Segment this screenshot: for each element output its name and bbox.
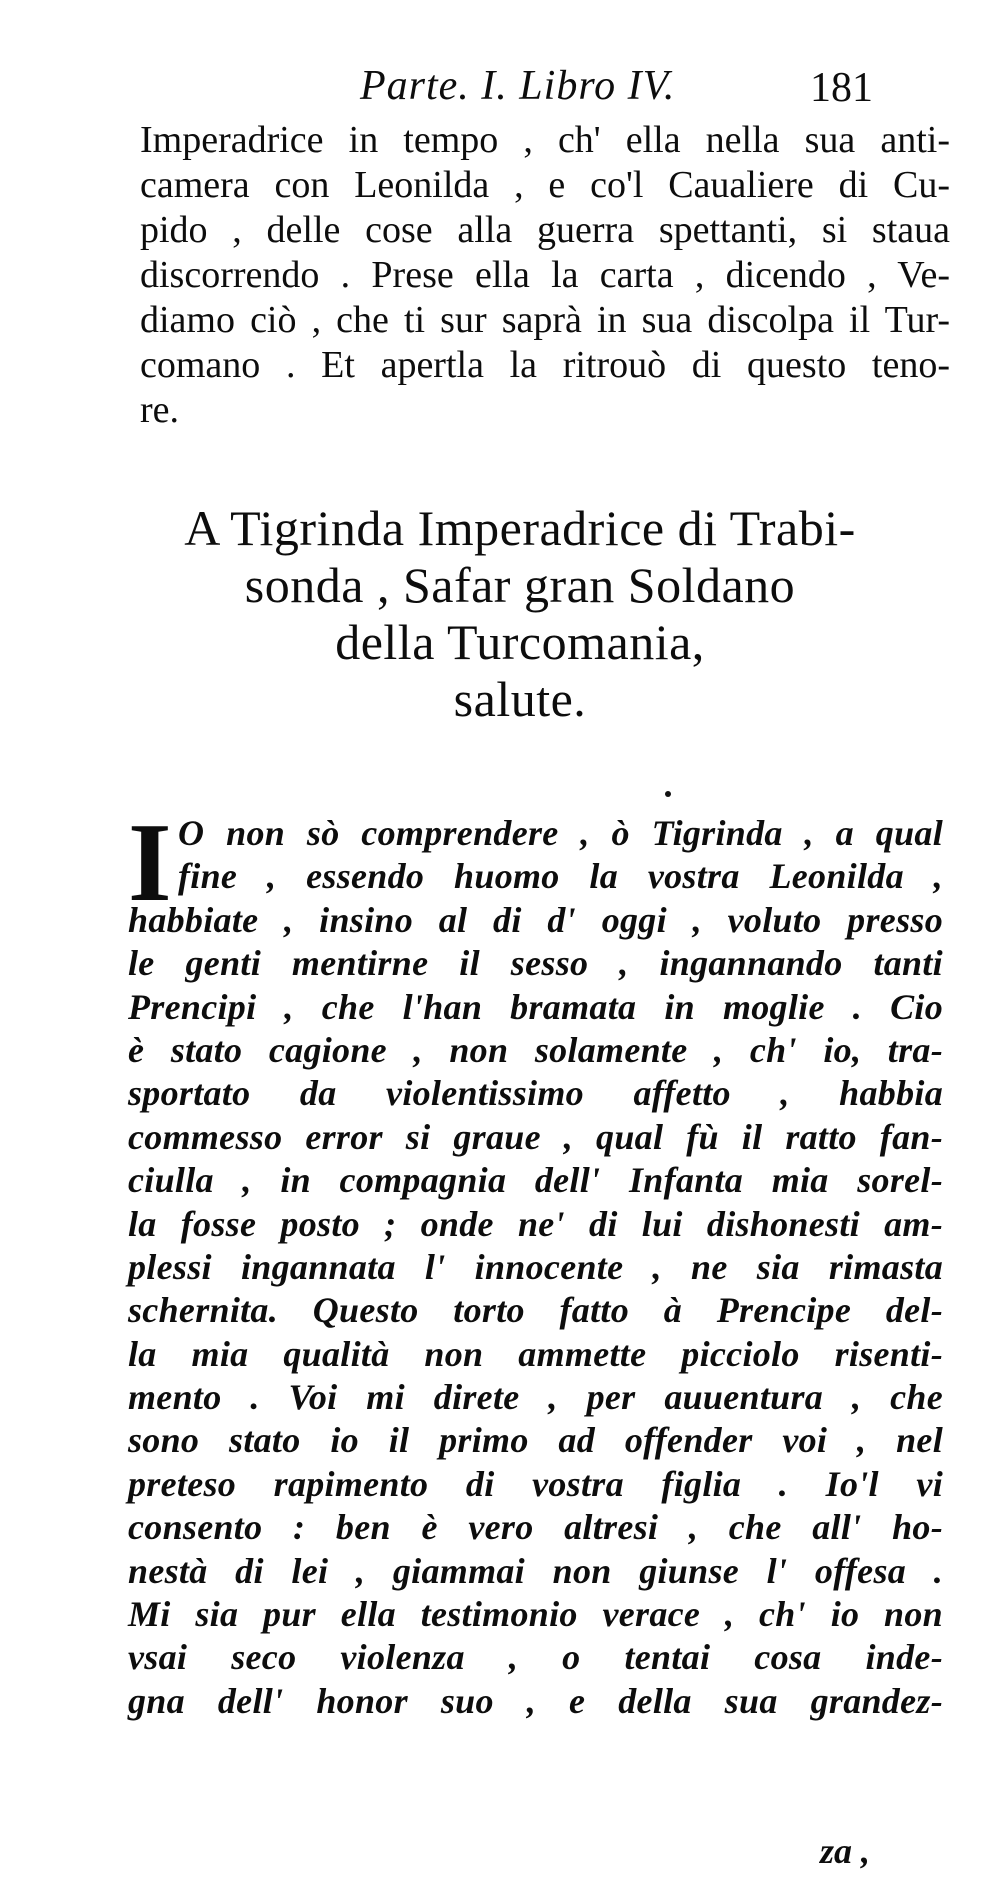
letter-line: preteso rapimento di vostra figlia . Io'l vi (128, 1463, 943, 1504)
drop-cap: I (128, 801, 172, 925)
body-paragraph (140, 118, 950, 433)
heading-line: sonda , Safar gran Soldano (244, 557, 796, 613)
text-line: comano . Et apertla la ritrouò di questo teno- (140, 344, 950, 386)
heading-line: della Turcomania, (335, 614, 705, 670)
running-head (330, 62, 930, 122)
running-title: Parte. I. Libro IV. (360, 63, 676, 109)
letter-line: commesso error si graue , qual fù il ratto fan- (128, 1116, 943, 1157)
letter-line: mento . Voi mi direte , per auuentura , che (128, 1377, 943, 1418)
letter-line: plessi ingannata l' innocente , ne sia rimasta (128, 1246, 943, 1287)
letter-line: habbiate , insino al di d' oggi , voluto presso (128, 899, 943, 940)
letter-line: la mia qualità non ammette picciolo risenti- (128, 1333, 943, 1374)
text-line: discorrendo . Prese ella la carta , dicendo , Ve- (140, 254, 950, 296)
letter-line: vsai seco violenza , o tentai cosa inde- (128, 1637, 943, 1678)
letter-line: la fosse posto ; onde ne' di lui dishonesti am- (128, 1203, 943, 1244)
letter-line: O non sò comprendere , ò Tigrinda , a qual (178, 813, 943, 853)
letter-line: è stato cagione , non solamente , ch' io, tra- (128, 1029, 943, 1070)
letter-line: Mi sia pur ella testimonio verace , ch' io non (128, 1594, 943, 1635)
letter-line: sportato da violentissimo affetto , habbia (128, 1073, 943, 1114)
letter-line: gna dell' honor suo , e della sua grandez- (128, 1680, 943, 1721)
letter-line: fine , essendo huomo la vostra Leonilda , (178, 856, 943, 897)
page-number: 181 (810, 65, 873, 111)
letter-line: ciulla , in compagnia dell' Infanta mia sorel- (128, 1160, 943, 1201)
text-line: pido , delle cose alla guerra spettanti, si staua (140, 209, 950, 251)
text-line: camera con Leonilda , e co'l Caualiere di Cu- (140, 164, 950, 206)
ink-dot (665, 791, 671, 797)
text-line: re. (140, 389, 180, 431)
letter-heading (80, 500, 960, 728)
text-line: diamo ciò , che ti sur saprà in sua discolpa il Tur- (140, 299, 950, 341)
letter-text (128, 801, 943, 1723)
catchword: za , (820, 1831, 871, 1871)
heading-line: salute. (453, 671, 587, 727)
letter-line: sono stato io il primo ad offender voi , nel (128, 1420, 943, 1461)
letter-line: consento : ben è vero altresi , che all' ho- (128, 1507, 943, 1548)
letter-line: le genti mentirne il sesso , ingannando tanti (128, 943, 943, 984)
heading-line: A Tigrinda Imperadrice di Trabi- (184, 500, 856, 556)
text-line: Imperadrice in tempo , ch' ella nella sua anti- (140, 119, 950, 161)
letter-line: nestà di lei , giammai non giunse l' offesa . (128, 1550, 943, 1591)
letter-line: Prencipi , che l'han bramata in moglie . Cio (128, 986, 943, 1027)
letter-line: schernita. Questo torto fatto à Prencipe del- (128, 1290, 943, 1331)
